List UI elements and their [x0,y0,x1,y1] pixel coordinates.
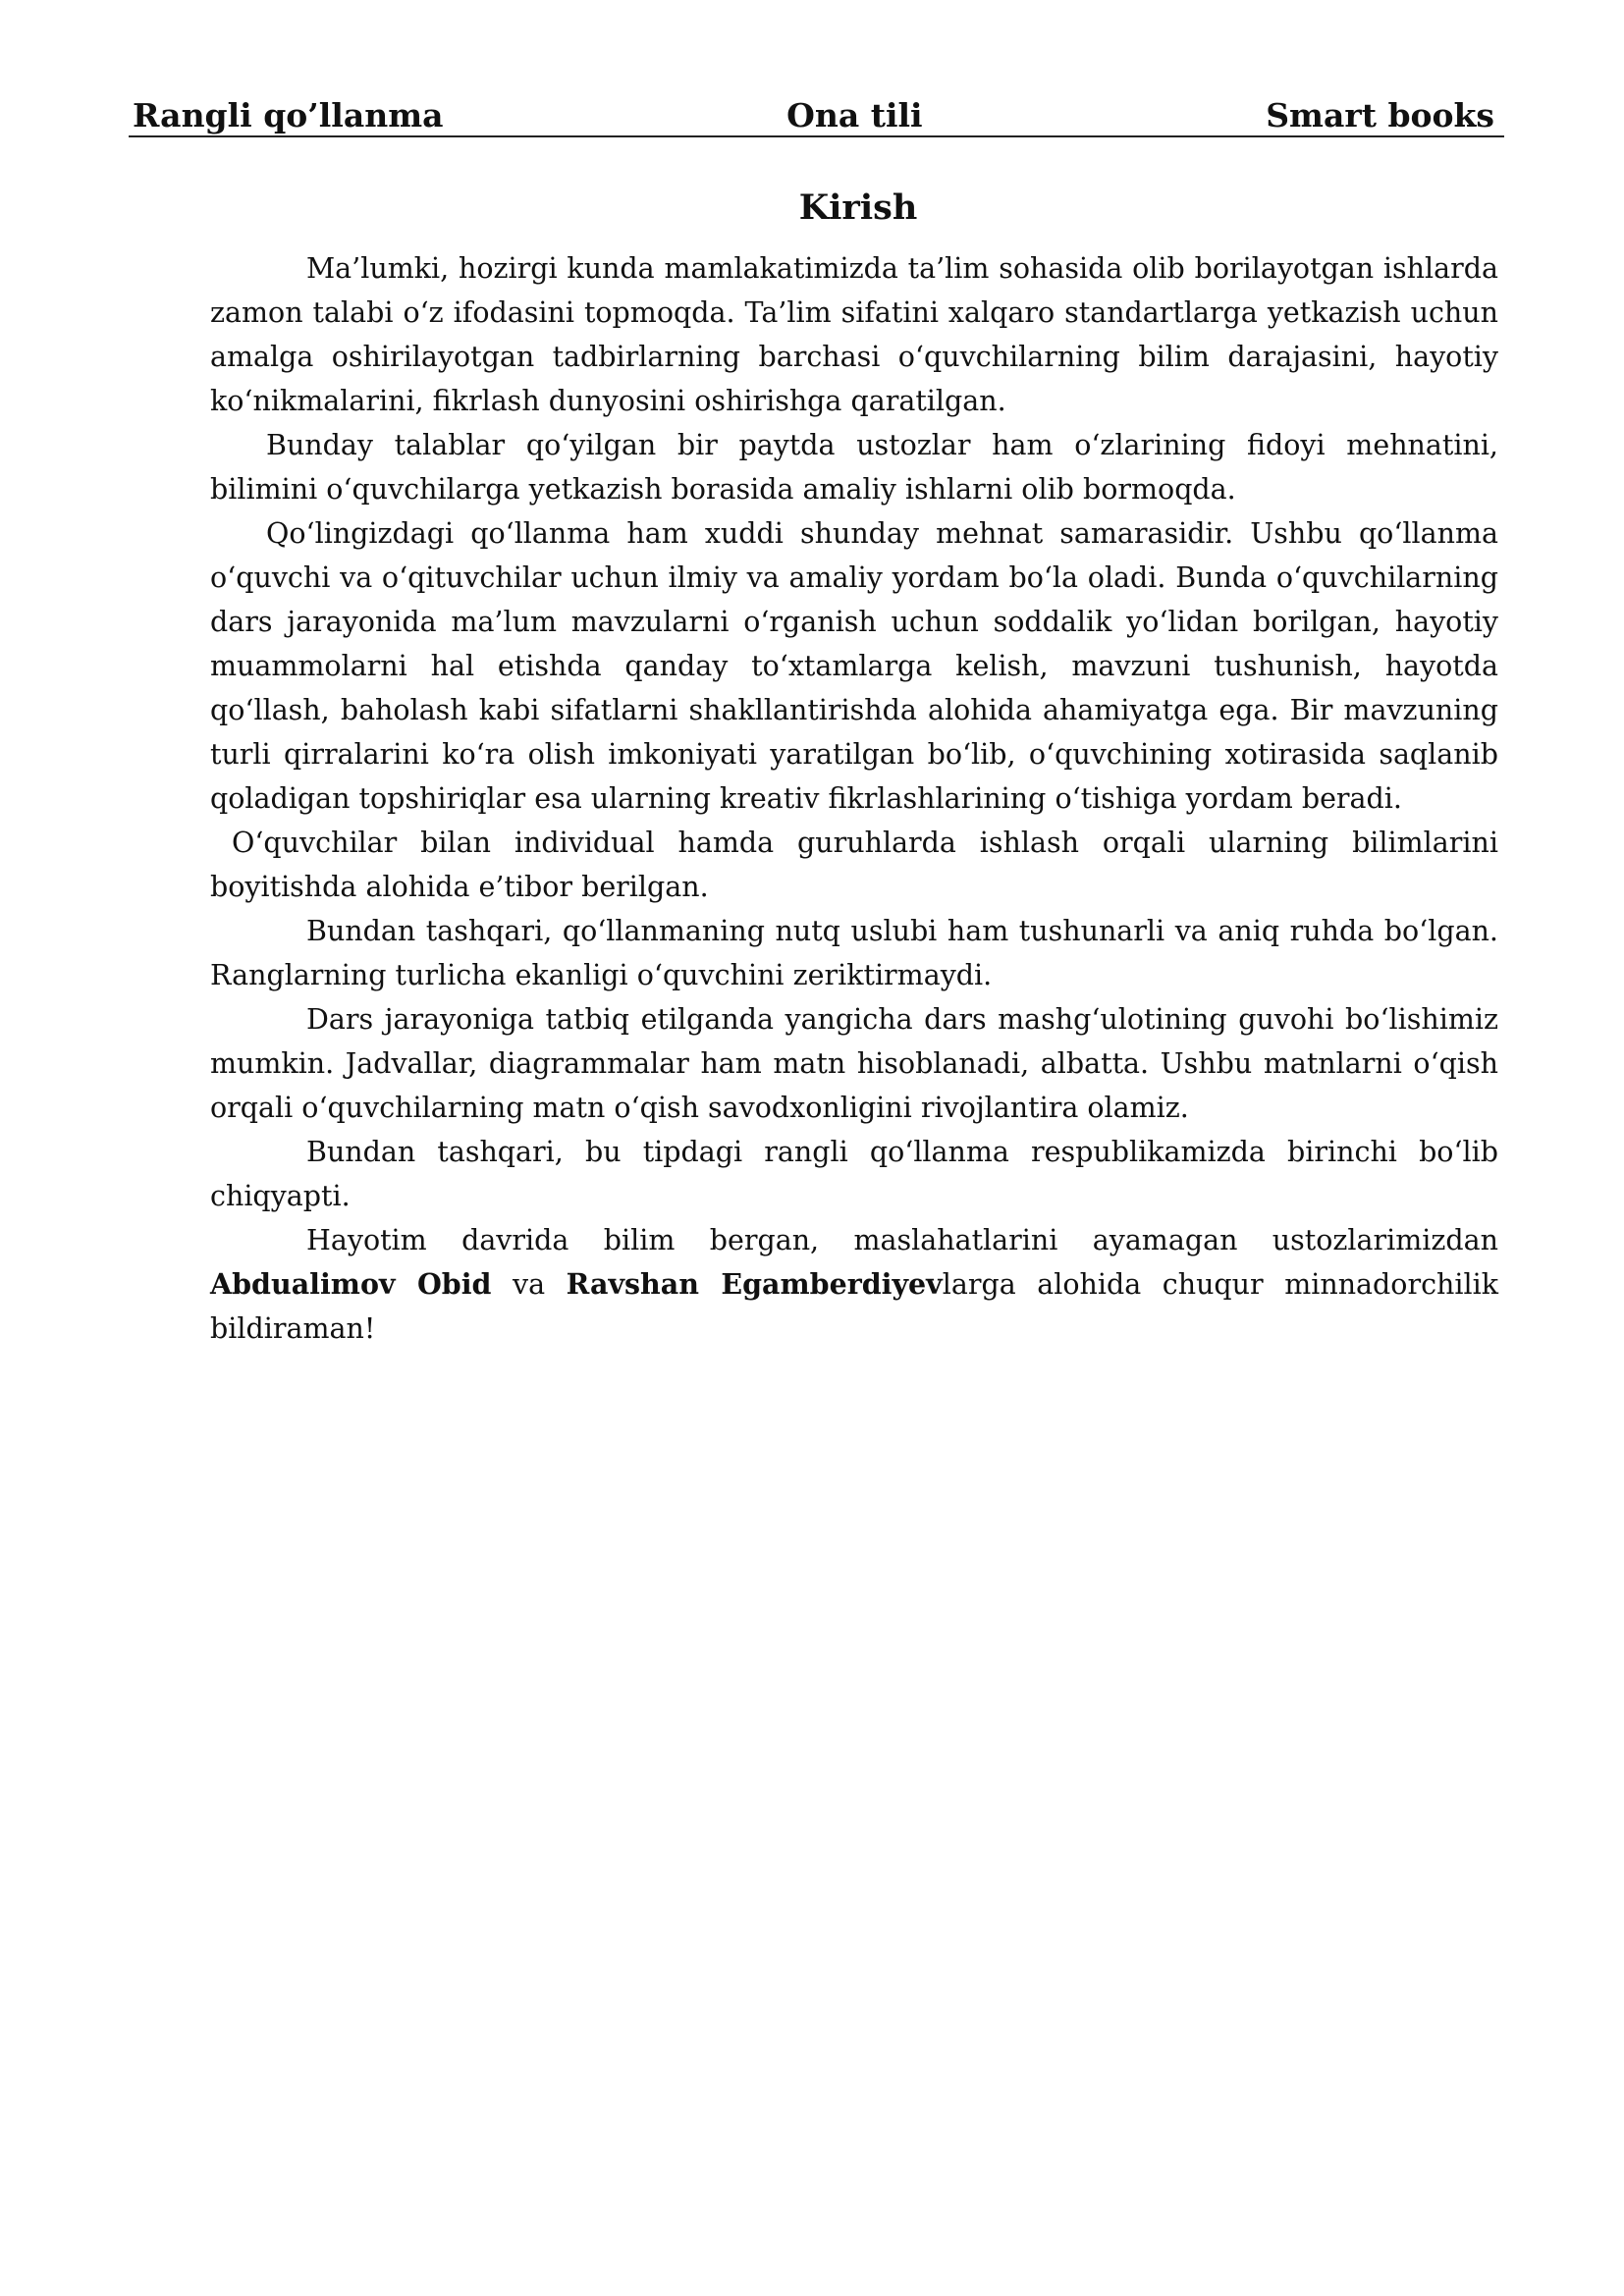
running-header [129,94,1504,137]
header-left-title: Rangli qo’llanma [133,96,444,134]
paragraph-2: Bunday talablar qoʻyilgan bir paytda ustozlar ham oʻzlarining fidoyi mehnatini, bilimini oʻquvchilarga yetkazish borasida amaliy ishlarni olib bormoqda. [210,429,1498,506]
closing-end: larga alohida chuqur minnadorchilik bildiraman! [210,1268,1498,1345]
teacher-name-2: Ravshan Egamberdiyev [566,1267,943,1301]
closing-intro: Hayotim davrida bilim bergan, maslahatlarini ayamagan ustozlarimizdan [306,1224,1498,1256]
page-title: Kirish [798,187,918,228]
paragraph-7: Bundan tashqari, bu tipdagi rangli qoʻllanma respublikamizda birinchi boʻlib chiqyapti. [210,1136,1498,1212]
paragraph-6: Dars jarayoniga tatbiq etilganda yangicha dars mashgʻulotining guvohi boʻlishimiz mumkin. Jadvallar, diagrammalar ham matn hisoblanadi, albatta. Ushbu matnlarni oʻqish orqali oʻquvchilarning matn oʻqish savodxonligini rivojlantira olamiz. [210,1003,1498,1124]
paragraph-4: Oʻquvchilar bilan individual hamda guruhlarda ishlash orqali ularning bilimlarini boyitishda alohida e’tibor berilgan. [210,827,1498,903]
paragraph-3: Qoʻlingizdagi qoʻllanma ham xuddi shunday mehnat samarasidir. Ushbu qoʻllanma oʻquvchi va oʻqituvchilar uchun ilmiy va amaliy yordam boʻla oladi. Bunda oʻquvchilarning dars jarayonida ma’lum mavzularni oʻrganish uchun soddalik yoʻlidan borilgan, hayotiy muammolarni hal etishda qanday toʻxtamlarga kelish, mavzuni tushunish, hayotda qoʻllash, baholash kabi sifatlarni shakllantirishda alohida ahamiyatga ega. Bir mavzuning turli qirralarini koʻra olish imkoniyati yaratilgan boʻlib, oʻquvchining xotirasida saqlanib qoladigan topshiriqlar esa ularning kreativ fikrlashlarining oʻtishiga yordam beradi. [210,517,1498,815]
header-center-subject: Ona tili [786,96,923,134]
closing-paragraph [210,1218,1498,1351]
teacher-name-1: Abdualimov Obid [210,1267,492,1301]
header-right-publisher: Smart books [1266,96,1494,134]
paragraph-5: Bundan tashqari, qoʻllanmaning nutq uslubi ham tushunarli va aniq ruhda boʻlgan. Ranglarning turlicha ekanligi oʻquvchini zeriktirmaydi. [210,915,1498,991]
main-content [210,185,1498,1351]
closing-connector: va [491,1268,567,1301]
paragraph-1: Ma’lumki, hozirgi kunda mamlakatimizda ta’lim sohasida olib borilayotgan ishlarda zamon talabi oʻz ifodasini topmoqda. Ta’lim sifatini xalqaro standartlarga yetkazish uchun amalga oshirilayotgan tadbirlarning barchasi oʻquvchilarning bilim darajasini, hayotiy koʻnikmalarini, fikrlash dunyosini oshirishga qaratilgan. [210,252,1498,417]
